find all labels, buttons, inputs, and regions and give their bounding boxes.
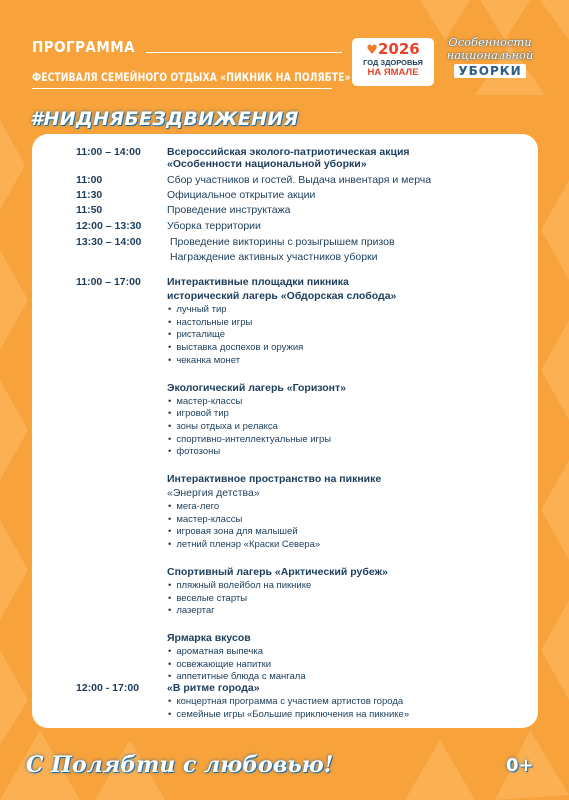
list-item: • зоны отдыха и релакса <box>168 421 278 432</box>
section-subtitle: «Энергия детства» <box>167 487 260 499</box>
schedule-time: 11:30 <box>76 189 103 201</box>
list-item: • выставка доспехов и оружия <box>168 342 303 353</box>
schedule-time: 11:00 – 17:00 <box>76 276 141 288</box>
list-item: • мастер-классы <box>168 514 242 525</box>
section-title: Спортивный лагерь «Арктический рубеж» <box>167 565 388 578</box>
hashtag: #НИДНЯБЕЗДВИЖЕНИЯ <box>30 108 299 130</box>
section-title: Экологический лагерь «Горизонт» <box>167 381 346 394</box>
schedule-entry: Сбор участников и гостей. Выдача инвентаря и мерча <box>167 174 432 186</box>
program-title: ПРОГРАММА <box>32 38 135 56</box>
section-title: Интерактивное пространство на пикнике <box>167 473 382 485</box>
schedule-entry: Уборка территории <box>167 220 261 232</box>
list-item: • игровой тир <box>168 408 229 419</box>
list-item: • чеканка монет <box>168 355 240 366</box>
section-title: «В ритме города» <box>167 682 260 694</box>
list-item: • спортивно-интеллектуальные игры <box>168 434 331 445</box>
list-item: • ароматная выпечка <box>168 646 263 657</box>
festival-title: ФЕСТИВАЛЯ СЕМЕЙНОГО ОТДЫХА «ПИКНИК НА ПОЛЯБТЕ» <box>32 70 351 84</box>
list-item: • игровая зона для малышей <box>168 526 298 537</box>
section-title: исторический лагерь «Обдорская слобода» <box>167 290 397 302</box>
list-item: • мега-лего <box>168 501 219 512</box>
list-item: • фотозоны <box>168 446 220 457</box>
year-of-health-logo: ♥2026 ГОД ЗДОРОВЬЯ НА ЯМАЛЕ <box>352 38 434 86</box>
list-item: • летний пленэр «Краски Севера» <box>168 539 320 550</box>
schedule-card <box>32 134 538 728</box>
age-rating: 0+ <box>506 755 534 776</box>
heart-icon: ♥ <box>366 43 378 58</box>
schedule-time: 11:50 <box>76 204 103 216</box>
schedule-time: 12:00 - 17:00 <box>76 682 140 694</box>
schedule-entry: Проведение инструктажа <box>167 204 291 216</box>
list-item: • веселые старты <box>168 593 247 604</box>
list-item: • настольные игры <box>168 317 252 328</box>
header-rule-bottom <box>32 88 332 89</box>
national-cleaning-logo: Особенности национальной УБОРКИ <box>446 35 534 78</box>
schedule-time: 12:00 – 13:30 <box>76 220 142 232</box>
list-item: • лазертаг <box>168 605 215 616</box>
list-item: • лучный тир <box>168 304 227 315</box>
schedule-entry: «Особенности национальной уборки» <box>167 158 367 170</box>
section-title: Интерактивные площадки пикника <box>167 276 349 288</box>
list-item: • аппетитные блюда с мангала <box>168 671 306 682</box>
schedule-entry: Официальное открытие акции <box>167 189 316 201</box>
list-item: • ристалище <box>168 329 225 340</box>
schedule-entry: Всероссийская эколого-патриотическая акция <box>167 146 410 158</box>
schedule-time: 11:00 – 14:00 <box>76 146 141 158</box>
schedule-time: 11:00 <box>76 174 103 186</box>
header-rule <box>146 52 342 53</box>
list-item: • семейные игры «Большие приключения на пикнике» <box>168 709 409 720</box>
footer-slogan: С Полябти с любовью! <box>26 752 334 778</box>
schedule-time: 13:30 – 14:00 <box>76 236 142 248</box>
schedule-entry: Проведение викторины с розыгрышем призов <box>170 236 395 248</box>
list-item: • мастер-классы <box>168 396 242 407</box>
list-item: • концертная программа с участием артистов города <box>168 696 403 707</box>
section-title: Ярмарка вкусов <box>167 631 251 644</box>
list-item: • пляжный волейбол на пикнике <box>168 580 311 591</box>
schedule-entry: Награждение активных участников уборки <box>170 251 378 263</box>
list-item: • освежающие напитки <box>168 659 271 670</box>
program-header <box>32 38 351 89</box>
